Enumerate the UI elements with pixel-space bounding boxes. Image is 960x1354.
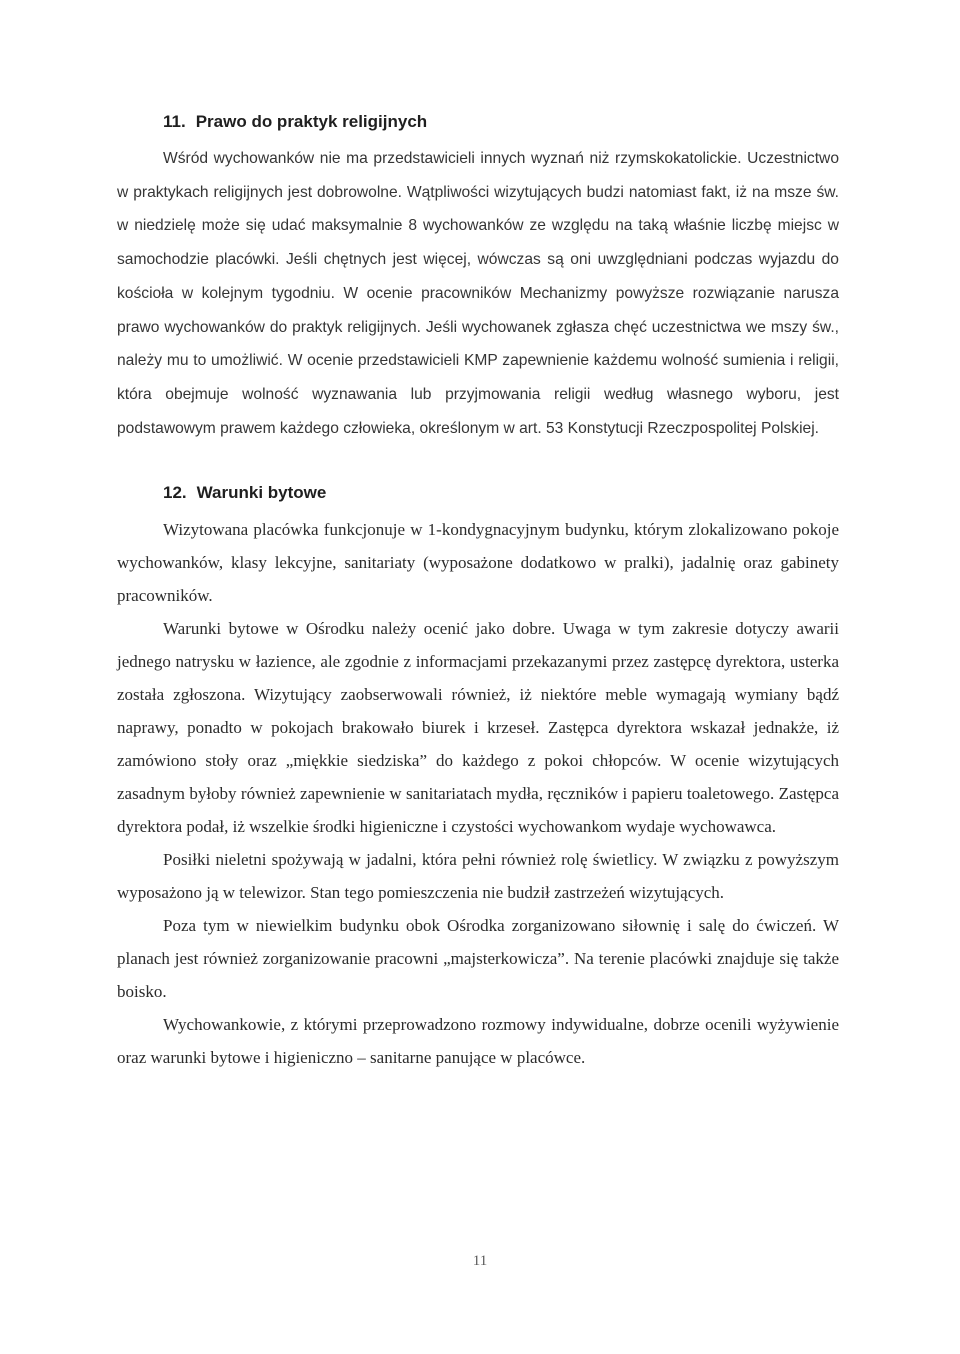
section-title: Warunki bytowe — [196, 483, 327, 503]
section-title: Prawo do praktyk religijnych — [195, 112, 428, 131]
section-living-conditions — [117, 481, 839, 1074]
body-paragraph: Posiłki nieletni spożywają w jadalni, która pełni również rolę świetlicy. W związku z powyższym wyposażono ją w telewizor. Stan tego pomieszczenia nie budził zastrzeżeń wizytujących. — [117, 850, 839, 903]
section-religious-practices — [117, 110, 839, 445]
body-paragraph: Warunki bytowe w Ośrodku należy ocenić jako dobre. Uwaga w tym zakresie dotyczy awarii jednego natrysku w łazience, ale zgodnie z informacjami przekazanymi przez zastępcę dyrektora, usterka została zgłoszona. Wizytujący zaobserwowali również, iż niektóre meble wymagają wymiany bądź naprawy, ponadto w pokojach brakowało biurek i krzeseł. Zastępca dyrektora wskazał jednakże, iż zamówiono stoły oraz „miękkie siedziska” do każdego z pokoi chłopców. W ocenie wizytujących zasadnym byłoby również zapewnienie w sanitariatach mydła, ręczników i papieru toaletowego. Zastępca dyrektora podał, iż wszelkie środki higieniczne i czystości wychowankom wydaje wychowawca. — [117, 619, 839, 837]
body-paragraph: Poza tym w niewielkim budynku obok Ośrodka zorganizowano siłownię i salę do ćwiczeń. W planach jest również zorganizowanie pracowni „majsterkowicza”. Na terenie placówki znajduje się także boisko. — [117, 916, 839, 1002]
section-heading — [163, 481, 839, 505]
body-paragraph: Wśród wychowanków nie ma przedstawicieli innych wyznań niż rzymskokatolickie. Uczestnictwo w praktykach religijnych jest dobrowolne. Wątpliwości wizytujących budzi natomiast fakt, iż na msze św. w niedzielę może się udać maksymalnie 8 wychowanków ze względu na taką właśnie liczbę miejsc w samochodzie placówki. Jeśli chętnych jest więcej, wówczas są oni uwzględniani podczas wyjazdu do kościoła w kolejnym tygodniu. W ocenie pracowników Mechanizmy powyższe rozwiązanie narusza prawo wychowanków do praktyk religijnych. Jeśli wychowanek zgłasza chęć uczestnictwa we mszy św., należy mu to umożliwić. W ocenie przedstawicieli KMP zapewnienie każdemu wolność sumienia i religii, która obejmuje wolność wyznawania lub przyjmowania religii według własnego wyboru, jest podstawowym prawem każdego człowieka, określonym w art. 53 Konstytucji Rzeczpospolitej Polskiej. — [117, 150, 839, 437]
section-body — [117, 513, 839, 1074]
body-paragraph: Wychowankowie, z którymi przeprowadzono rozmowy indywidualne, dobrze ocenili wyżywienie oraz warunki bytowe i higieniczno – sanitarne panujące w placówce. — [117, 1015, 839, 1068]
body-paragraph: Wizytowana placówka funkcjonuje w 1-kondygnacyjnym budynku, którym zlokalizowano pokoje wychowanków, klasy lekcyjne, sanitariaty (wyposażone dodatkowo w pralki), jadalnię oraz gabinety pracowników. — [117, 520, 839, 606]
section-number: 11. — [163, 112, 186, 131]
page-number: 11 — [472, 1253, 488, 1269]
section-heading — [163, 110, 839, 134]
section-number: 12. — [163, 483, 187, 503]
page-content — [117, 110, 839, 1074]
